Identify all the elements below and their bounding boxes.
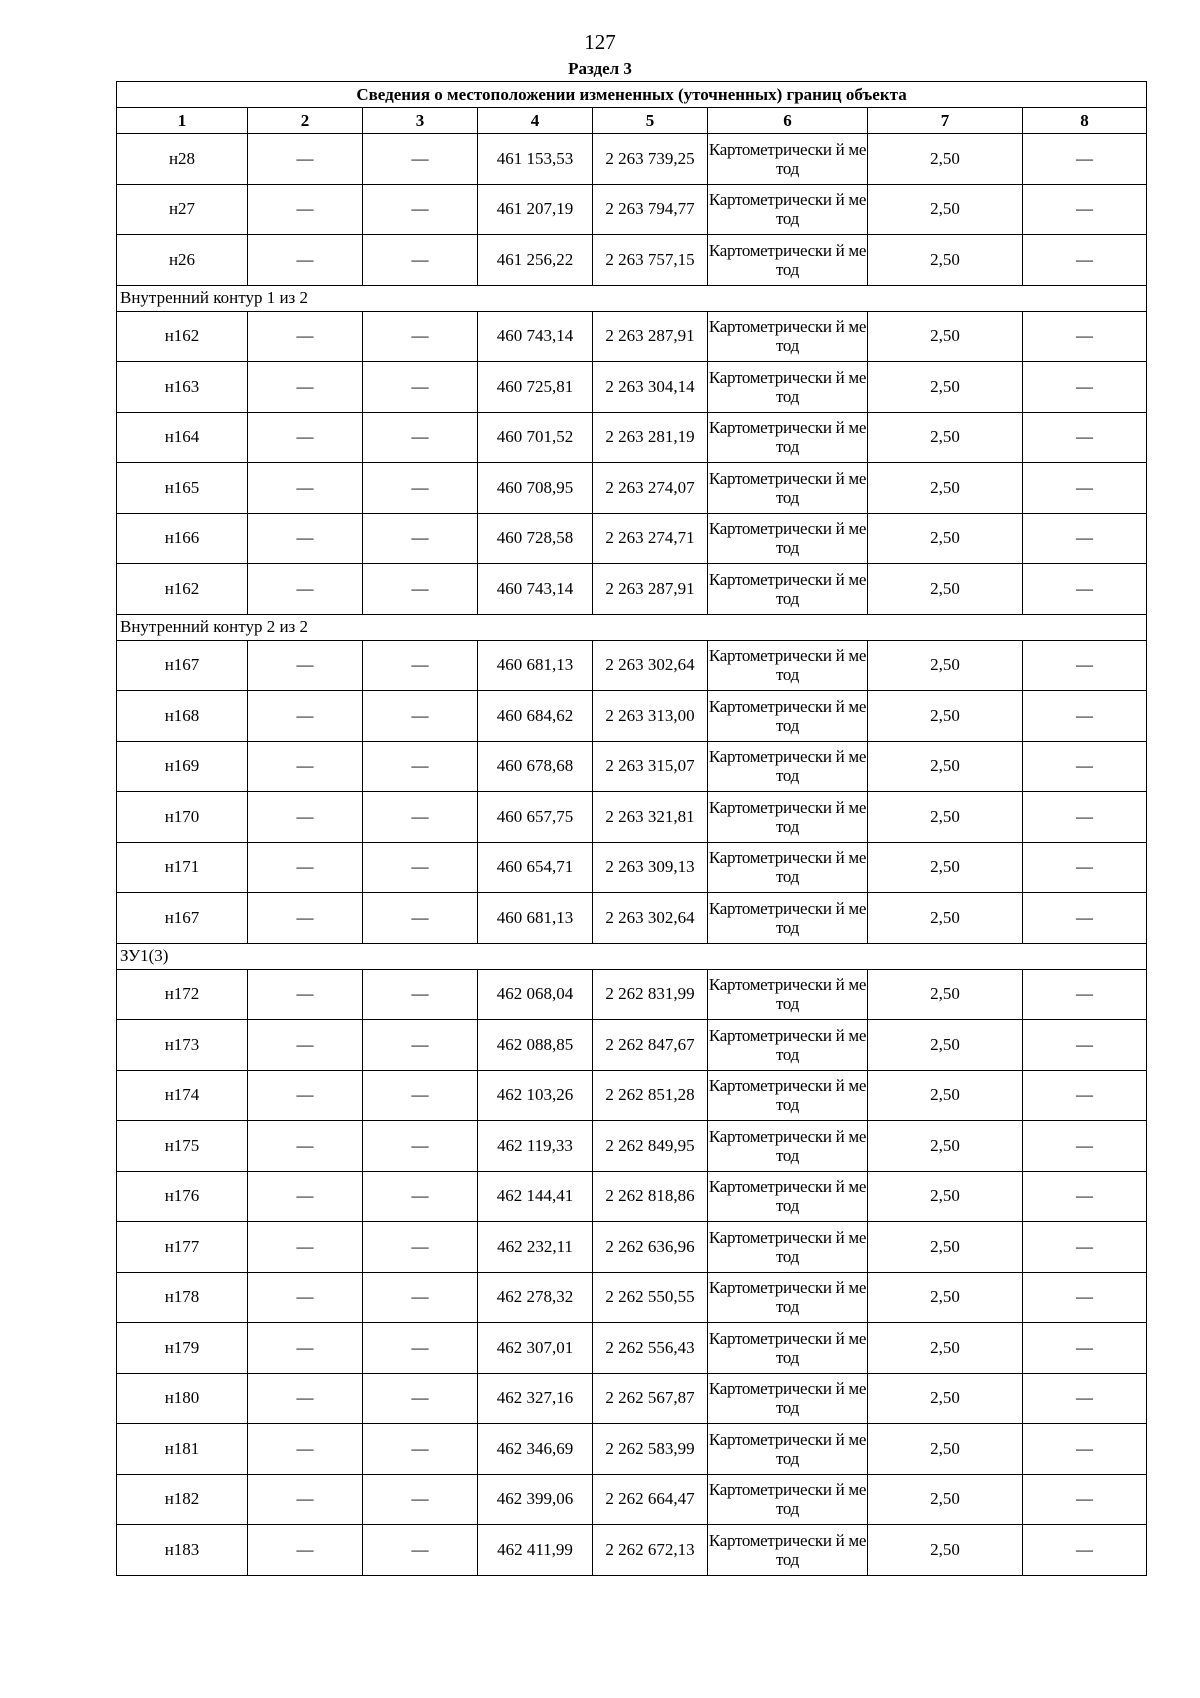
column-header: 2 xyxy=(248,108,363,134)
col3-cell: — xyxy=(363,1424,478,1475)
y-coordinate-cell: 2 263 315,07 xyxy=(593,741,708,792)
method-cell: Картометрически й метод xyxy=(708,1020,868,1071)
col3-cell: — xyxy=(363,640,478,691)
method-cell: Картометрически й метод xyxy=(708,1171,868,1222)
point-name-cell: н181 xyxy=(117,1424,248,1475)
col2-cell: — xyxy=(248,893,363,944)
col3-cell: — xyxy=(363,134,478,185)
col2-cell: — xyxy=(248,1020,363,1071)
table-row xyxy=(117,564,1147,615)
col2-cell: — xyxy=(248,1272,363,1323)
x-coordinate-cell: 460 684,62 xyxy=(478,691,593,742)
col8-cell: — xyxy=(1023,1121,1147,1172)
col3-cell: — xyxy=(363,412,478,463)
col8-cell: — xyxy=(1023,691,1147,742)
accuracy-cell: 2,50 xyxy=(868,362,1023,413)
col3-cell: — xyxy=(363,564,478,615)
col8-cell: — xyxy=(1023,1323,1147,1374)
accuracy-cell: 2,50 xyxy=(868,1222,1023,1273)
col8-cell: — xyxy=(1023,463,1147,514)
table-row xyxy=(117,1424,1147,1475)
x-coordinate-cell: 460 678,68 xyxy=(478,741,593,792)
method-cell: Картометрически й метод xyxy=(708,1222,868,1273)
accuracy-cell: 2,50 xyxy=(868,1272,1023,1323)
col3-cell: — xyxy=(363,792,478,843)
column-header: 7 xyxy=(868,108,1023,134)
method-cell: Картометрически й метод xyxy=(708,564,868,615)
col8-cell: — xyxy=(1023,134,1147,185)
method-cell: Картометрически й метод xyxy=(708,463,868,514)
x-coordinate-cell: 460 657,75 xyxy=(478,792,593,843)
col3-cell: — xyxy=(363,1272,478,1323)
col2-cell: — xyxy=(248,1222,363,1273)
col8-cell: — xyxy=(1023,1474,1147,1525)
table-row xyxy=(117,893,1147,944)
accuracy-cell: 2,50 xyxy=(868,1373,1023,1424)
y-coordinate-cell: 2 263 274,71 xyxy=(593,513,708,564)
col2-cell: — xyxy=(248,311,363,362)
col8-cell: — xyxy=(1023,1424,1147,1475)
y-coordinate-cell: 2 263 302,64 xyxy=(593,640,708,691)
accuracy-cell: 2,50 xyxy=(868,1424,1023,1475)
col8-cell: — xyxy=(1023,1373,1147,1424)
col2-cell: — xyxy=(248,235,363,286)
table-row xyxy=(117,741,1147,792)
y-coordinate-cell: 2 262 567,87 xyxy=(593,1373,708,1424)
point-name-cell: н176 xyxy=(117,1171,248,1222)
method-cell: Картометрически й метод xyxy=(708,1323,868,1374)
col8-cell: — xyxy=(1023,1525,1147,1576)
col8-cell: — xyxy=(1023,564,1147,615)
y-coordinate-cell: 2 262 550,55 xyxy=(593,1272,708,1323)
table-row xyxy=(117,1171,1147,1222)
table-row xyxy=(117,1474,1147,1525)
column-header: 8 xyxy=(1023,108,1147,134)
col2-cell: — xyxy=(248,134,363,185)
point-name-cell: н166 xyxy=(117,513,248,564)
x-coordinate-cell: 462 068,04 xyxy=(478,969,593,1020)
col8-cell: — xyxy=(1023,513,1147,564)
col2-cell: — xyxy=(248,1474,363,1525)
y-coordinate-cell: 2 263 321,81 xyxy=(593,792,708,843)
method-cell: Картометрически й метод xyxy=(708,235,868,286)
accuracy-cell: 2,50 xyxy=(868,842,1023,893)
col8-cell: — xyxy=(1023,842,1147,893)
col8-cell: — xyxy=(1023,1070,1147,1121)
y-coordinate-cell: 2 263 739,25 xyxy=(593,134,708,185)
method-cell: Картометрически й метод xyxy=(708,184,868,235)
table-row xyxy=(117,1070,1147,1121)
table-row xyxy=(117,463,1147,514)
method-cell: Картометрически й метод xyxy=(708,1070,868,1121)
accuracy-cell: 2,50 xyxy=(868,1171,1023,1222)
col3-cell: — xyxy=(363,969,478,1020)
col8-cell: — xyxy=(1023,311,1147,362)
accuracy-cell: 2,50 xyxy=(868,134,1023,185)
table-row xyxy=(117,362,1147,413)
x-coordinate-cell: 462 411,99 xyxy=(478,1525,593,1576)
x-coordinate-cell: 460 681,13 xyxy=(478,640,593,691)
point-name-cell: н27 xyxy=(117,184,248,235)
column-header: 5 xyxy=(593,108,708,134)
y-coordinate-cell: 2 263 757,15 xyxy=(593,235,708,286)
y-coordinate-cell: 2 263 302,64 xyxy=(593,893,708,944)
x-coordinate-cell: 461 207,19 xyxy=(478,184,593,235)
table-row xyxy=(117,691,1147,742)
method-cell: Картометрически й метод xyxy=(708,842,868,893)
table-row xyxy=(117,1121,1147,1172)
group-row xyxy=(117,285,1147,311)
col8-cell: — xyxy=(1023,640,1147,691)
accuracy-cell: 2,50 xyxy=(868,184,1023,235)
x-coordinate-cell: 460 725,81 xyxy=(478,362,593,413)
table-row xyxy=(117,513,1147,564)
x-coordinate-cell: 460 681,13 xyxy=(478,893,593,944)
accuracy-cell: 2,50 xyxy=(868,1525,1023,1576)
page-number: 127 xyxy=(584,30,616,54)
accuracy-cell: 2,50 xyxy=(868,1323,1023,1374)
x-coordinate-cell: 462 103,26 xyxy=(478,1070,593,1121)
col3-cell: — xyxy=(363,184,478,235)
x-coordinate-cell: 460 654,71 xyxy=(478,842,593,893)
col3-cell: — xyxy=(363,741,478,792)
group-label: Внутренний контур 2 из 2 xyxy=(117,614,1147,640)
table-caption: Сведения о местоположении измененных (уточненных) границ объекта xyxy=(117,82,1147,108)
col8-cell: — xyxy=(1023,235,1147,286)
x-coordinate-cell: 462 232,11 xyxy=(478,1222,593,1273)
coordinates-table xyxy=(116,81,1147,1576)
method-cell: Картометрически й метод xyxy=(708,513,868,564)
x-coordinate-cell: 462 307,01 xyxy=(478,1323,593,1374)
group-label: Внутренний контур 1 из 2 xyxy=(117,285,1147,311)
col8-cell: — xyxy=(1023,1222,1147,1273)
accuracy-cell: 2,50 xyxy=(868,1121,1023,1172)
col8-cell: — xyxy=(1023,969,1147,1020)
column-header: 4 xyxy=(478,108,593,134)
method-cell: Картометрически й метод xyxy=(708,1424,868,1475)
x-coordinate-cell: 461 153,53 xyxy=(478,134,593,185)
col3-cell: — xyxy=(363,1525,478,1576)
col8-cell: — xyxy=(1023,362,1147,413)
method-cell: Картометрически й метод xyxy=(708,1272,868,1323)
x-coordinate-cell: 462 346,69 xyxy=(478,1424,593,1475)
method-cell: Картометрически й метод xyxy=(708,1373,868,1424)
column-header: 1 xyxy=(117,108,248,134)
table-body xyxy=(117,134,1147,1576)
column-header: 3 xyxy=(363,108,478,134)
method-cell: Картометрически й метод xyxy=(708,969,868,1020)
point-name-cell: н168 xyxy=(117,691,248,742)
table-row xyxy=(117,969,1147,1020)
y-coordinate-cell: 2 263 304,14 xyxy=(593,362,708,413)
y-coordinate-cell: 2 262 818,86 xyxy=(593,1171,708,1222)
col3-cell: — xyxy=(363,1222,478,1273)
accuracy-cell: 2,50 xyxy=(868,969,1023,1020)
col8-cell: — xyxy=(1023,412,1147,463)
y-coordinate-cell: 2 262 851,28 xyxy=(593,1070,708,1121)
method-cell: Картометрически й метод xyxy=(708,311,868,362)
col3-cell: — xyxy=(363,513,478,564)
x-coordinate-cell: 460 743,14 xyxy=(478,311,593,362)
method-cell: Картометрически й метод xyxy=(708,792,868,843)
x-coordinate-cell: 462 327,16 xyxy=(478,1373,593,1424)
column-header: 6 xyxy=(708,108,868,134)
method-cell: Картометрически й метод xyxy=(708,412,868,463)
col3-cell: — xyxy=(363,1020,478,1071)
x-coordinate-cell: 462 278,32 xyxy=(478,1272,593,1323)
col8-cell: — xyxy=(1023,1272,1147,1323)
point-name-cell: н174 xyxy=(117,1070,248,1121)
col3-cell: — xyxy=(363,463,478,514)
column-header-row xyxy=(117,108,1147,134)
y-coordinate-cell: 2 262 849,95 xyxy=(593,1121,708,1172)
col2-cell: — xyxy=(248,1525,363,1576)
col3-cell: — xyxy=(363,1121,478,1172)
table-row xyxy=(117,842,1147,893)
col2-cell: — xyxy=(248,184,363,235)
y-coordinate-cell: 2 263 274,07 xyxy=(593,463,708,514)
col2-cell: — xyxy=(248,1171,363,1222)
table-row xyxy=(117,311,1147,362)
y-coordinate-cell: 2 263 281,19 xyxy=(593,412,708,463)
y-coordinate-cell: 2 262 583,99 xyxy=(593,1424,708,1475)
point-name-cell: н162 xyxy=(117,564,248,615)
y-coordinate-cell: 2 263 794,77 xyxy=(593,184,708,235)
col8-cell: — xyxy=(1023,184,1147,235)
accuracy-cell: 2,50 xyxy=(868,412,1023,463)
col3-cell: — xyxy=(363,1373,478,1424)
point-name-cell: н164 xyxy=(117,412,248,463)
x-coordinate-cell: 460 743,14 xyxy=(478,564,593,615)
accuracy-cell: 2,50 xyxy=(868,640,1023,691)
point-name-cell: н169 xyxy=(117,741,248,792)
col2-cell: — xyxy=(248,1424,363,1475)
point-name-cell: н163 xyxy=(117,362,248,413)
group-label: ЗУ1(3) xyxy=(117,943,1147,969)
y-coordinate-cell: 2 263 287,91 xyxy=(593,311,708,362)
group-row xyxy=(117,943,1147,969)
accuracy-cell: 2,50 xyxy=(868,311,1023,362)
point-name-cell: н165 xyxy=(117,463,248,514)
accuracy-cell: 2,50 xyxy=(868,1020,1023,1071)
point-name-cell: н182 xyxy=(117,1474,248,1525)
point-name-cell: н171 xyxy=(117,842,248,893)
method-cell: Картометрически й метод xyxy=(708,1474,868,1525)
section-title: Раздел 3 xyxy=(568,59,632,78)
col2-cell: — xyxy=(248,969,363,1020)
accuracy-cell: 2,50 xyxy=(868,893,1023,944)
table-row xyxy=(117,1222,1147,1273)
point-name-cell: н167 xyxy=(117,640,248,691)
group-row xyxy=(117,614,1147,640)
point-name-cell: н167 xyxy=(117,893,248,944)
accuracy-cell: 2,50 xyxy=(868,463,1023,514)
x-coordinate-cell: 462 088,85 xyxy=(478,1020,593,1071)
point-name-cell: н175 xyxy=(117,1121,248,1172)
col2-cell: — xyxy=(248,513,363,564)
col2-cell: — xyxy=(248,1121,363,1172)
col2-cell: — xyxy=(248,640,363,691)
x-coordinate-cell: 462 399,06 xyxy=(478,1474,593,1525)
method-cell: Картометрически й метод xyxy=(708,134,868,185)
y-coordinate-cell: 2 262 664,47 xyxy=(593,1474,708,1525)
point-name-cell: н183 xyxy=(117,1525,248,1576)
col8-cell: — xyxy=(1023,1171,1147,1222)
col8-cell: — xyxy=(1023,893,1147,944)
accuracy-cell: 2,50 xyxy=(868,235,1023,286)
accuracy-cell: 2,50 xyxy=(868,691,1023,742)
table-row xyxy=(117,412,1147,463)
col2-cell: — xyxy=(248,564,363,615)
y-coordinate-cell: 2 262 672,13 xyxy=(593,1525,708,1576)
y-coordinate-cell: 2 262 556,43 xyxy=(593,1323,708,1374)
col8-cell: — xyxy=(1023,741,1147,792)
point-name-cell: н178 xyxy=(117,1272,248,1323)
col2-cell: — xyxy=(248,362,363,413)
y-coordinate-cell: 2 262 636,96 xyxy=(593,1222,708,1273)
col2-cell: — xyxy=(248,842,363,893)
col3-cell: — xyxy=(363,691,478,742)
point-name-cell: н170 xyxy=(117,792,248,843)
x-coordinate-cell: 462 119,33 xyxy=(478,1121,593,1172)
table-row xyxy=(117,1272,1147,1323)
table-row xyxy=(117,792,1147,843)
col2-cell: — xyxy=(248,463,363,514)
method-cell: Картометрически й метод xyxy=(708,1525,868,1576)
col3-cell: — xyxy=(363,893,478,944)
point-name-cell: н173 xyxy=(117,1020,248,1071)
point-name-cell: н162 xyxy=(117,311,248,362)
accuracy-cell: 2,50 xyxy=(868,564,1023,615)
col2-cell: — xyxy=(248,1323,363,1374)
point-name-cell: н26 xyxy=(117,235,248,286)
y-coordinate-cell: 2 263 287,91 xyxy=(593,564,708,615)
accuracy-cell: 2,50 xyxy=(868,513,1023,564)
x-coordinate-cell: 461 256,22 xyxy=(478,235,593,286)
method-cell: Картометрически й метод xyxy=(708,362,868,413)
method-cell: Картометрически й метод xyxy=(708,640,868,691)
point-name-cell: н28 xyxy=(117,134,248,185)
table-row xyxy=(117,235,1147,286)
col3-cell: — xyxy=(363,1474,478,1525)
table-row xyxy=(117,1323,1147,1374)
method-cell: Картометрически й метод xyxy=(708,893,868,944)
col3-cell: — xyxy=(363,362,478,413)
table-row xyxy=(117,134,1147,185)
y-coordinate-cell: 2 263 313,00 xyxy=(593,691,708,742)
col2-cell: — xyxy=(248,691,363,742)
col3-cell: — xyxy=(363,1171,478,1222)
table-row xyxy=(117,1373,1147,1424)
x-coordinate-cell: 462 144,41 xyxy=(478,1171,593,1222)
col8-cell: — xyxy=(1023,792,1147,843)
method-cell: Картометрически й метод xyxy=(708,691,868,742)
y-coordinate-cell: 2 262 847,67 xyxy=(593,1020,708,1071)
method-cell: Картометрически й метод xyxy=(708,1121,868,1172)
col3-cell: — xyxy=(363,311,478,362)
col2-cell: — xyxy=(248,1070,363,1121)
accuracy-cell: 2,50 xyxy=(868,1474,1023,1525)
col3-cell: — xyxy=(363,1323,478,1374)
accuracy-cell: 2,50 xyxy=(868,741,1023,792)
table-row xyxy=(117,184,1147,235)
accuracy-cell: 2,50 xyxy=(868,792,1023,843)
table-row xyxy=(117,1020,1147,1071)
col8-cell: — xyxy=(1023,1020,1147,1071)
point-name-cell: н177 xyxy=(117,1222,248,1273)
x-coordinate-cell: 460 708,95 xyxy=(478,463,593,514)
y-coordinate-cell: 2 262 831,99 xyxy=(593,969,708,1020)
col2-cell: — xyxy=(248,412,363,463)
x-coordinate-cell: 460 701,52 xyxy=(478,412,593,463)
y-coordinate-cell: 2 263 309,13 xyxy=(593,842,708,893)
point-name-cell: н179 xyxy=(117,1323,248,1374)
method-cell: Картометрически й метод xyxy=(708,741,868,792)
col3-cell: — xyxy=(363,1070,478,1121)
col2-cell: — xyxy=(248,1373,363,1424)
x-coordinate-cell: 460 728,58 xyxy=(478,513,593,564)
point-name-cell: н172 xyxy=(117,969,248,1020)
point-name-cell: н180 xyxy=(117,1373,248,1424)
col2-cell: — xyxy=(248,792,363,843)
col3-cell: — xyxy=(363,842,478,893)
col2-cell: — xyxy=(248,741,363,792)
accuracy-cell: 2,50 xyxy=(868,1070,1023,1121)
table-row xyxy=(117,640,1147,691)
table-row xyxy=(117,1525,1147,1576)
col3-cell: — xyxy=(363,235,478,286)
